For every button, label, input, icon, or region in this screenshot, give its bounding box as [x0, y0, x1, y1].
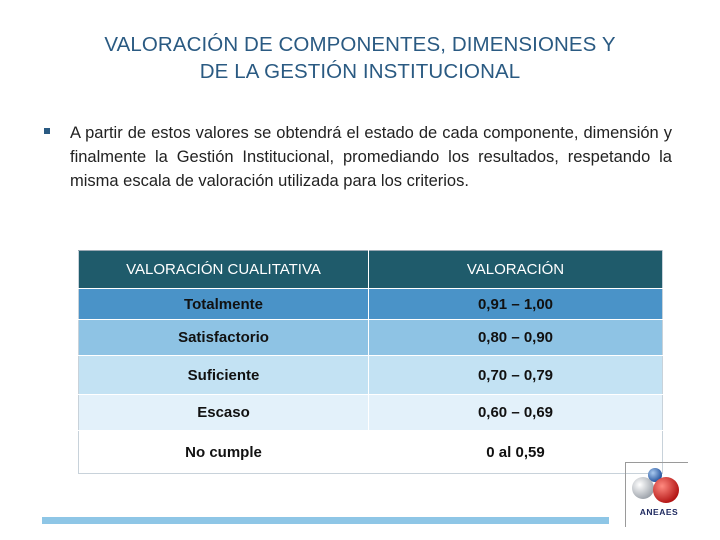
- square-bullet-icon: [44, 128, 50, 134]
- row-range: 0 al 0,59: [369, 431, 663, 474]
- header-qualitative: VALORACIÓN CUALITATIVA: [79, 251, 369, 289]
- table-row: [79, 320, 663, 356]
- row-range: 0,80 – 0,90: [369, 320, 663, 356]
- aneaes-logo: [625, 462, 688, 527]
- logo-text: ANEAES: [639, 507, 679, 517]
- slide-title-line-1: VALORACIÓN DE COMPONENTES, DIMENSIONES Y: [104, 33, 616, 56]
- table-row: [79, 356, 663, 395]
- row-range: 0,70 – 0,79: [369, 356, 663, 395]
- row-label: Escaso: [79, 395, 369, 431]
- row-label: No cumple: [79, 431, 369, 474]
- row-range: 0,91 – 1,00: [369, 289, 663, 320]
- slide-title-line-2: DE LA GESTIÓN INSTITUCIONAL: [199, 60, 521, 83]
- three-spheres-logo-icon: [626, 463, 688, 509]
- table-row: [79, 431, 663, 474]
- row-label: Totalmente: [79, 289, 369, 320]
- valuation-table: [78, 250, 663, 474]
- table-header-row: [79, 251, 663, 289]
- table-row: [79, 289, 663, 320]
- bullet-text: A partir de estos valores se obtendrá el estado de cada componente, dimensión y finalmente la Gestión Institucional, promediando los resultados, respetando la misma escala de valoración utilizada para los criterios.: [70, 124, 672, 190]
- table-row: [79, 395, 663, 431]
- footer-bar: [42, 517, 609, 524]
- row-range: 0,60 – 0,69: [369, 395, 663, 431]
- slide-title: [40, 31, 680, 85]
- bullet-paragraph: [44, 121, 672, 193]
- row-label: Satisfactorio: [79, 320, 369, 356]
- row-label: Suficiente: [79, 356, 369, 395]
- header-valuation: VALORACIÓN: [369, 251, 663, 289]
